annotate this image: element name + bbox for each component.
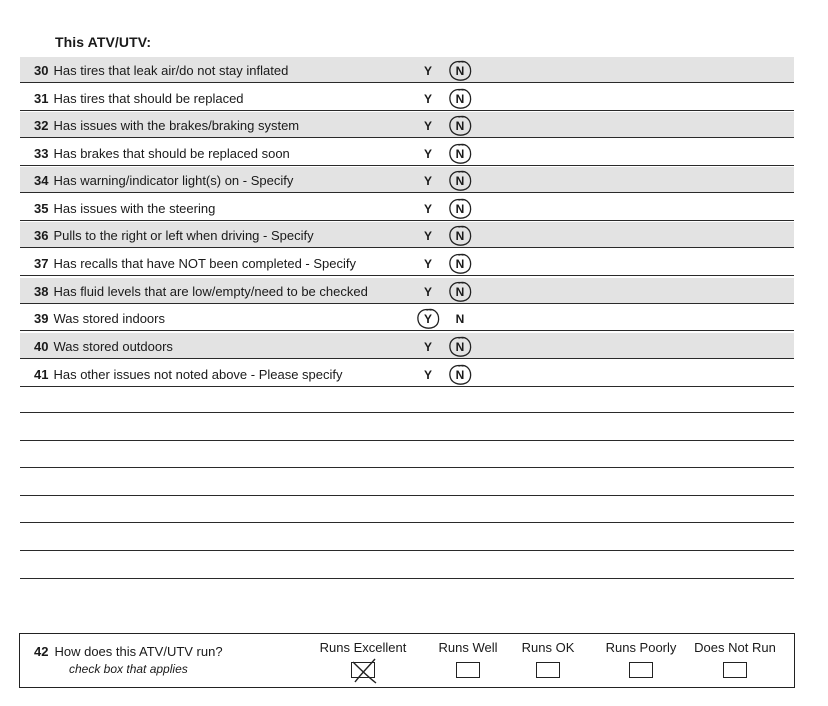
question-number: 30	[34, 63, 49, 78]
question-number: 38	[34, 284, 49, 299]
run-question-hint: check box that applies	[69, 662, 188, 676]
yes-option[interactable]: Y	[423, 229, 432, 243]
question-row	[20, 222, 794, 248]
question-text: Has warning/indicator light(s) on - Specify	[53, 173, 294, 188]
question-number: 32	[34, 118, 49, 133]
no-circled-mark	[447, 224, 473, 248]
question-number: 40	[34, 339, 49, 354]
question-label	[34, 118, 299, 133]
run-option-label: Runs Excellent	[319, 640, 407, 655]
run-question-number: 42	[34, 644, 49, 659]
no-circled-mark	[447, 363, 473, 387]
question-text: Has issues with the steering	[53, 201, 216, 216]
question-label	[34, 311, 165, 326]
run-question-text: How does this ATV/UTV run?	[54, 644, 223, 659]
yes-option[interactable]: Y	[423, 368, 432, 382]
run-condition-box	[19, 633, 795, 688]
question-text: Has tires that leak air/do not stay inflated	[53, 63, 289, 78]
question-number: 37	[34, 256, 49, 271]
no-option[interactable]: N	[455, 312, 465, 326]
yes-option[interactable]: Y	[423, 202, 432, 216]
blank-line	[20, 412, 794, 413]
question-row	[20, 57, 794, 83]
run-option-checkbox[interactable]	[629, 662, 653, 678]
question-text: Has fluid levels that are low/empty/need to be checked	[53, 284, 368, 299]
question-row	[20, 333, 794, 359]
question-label	[34, 173, 293, 188]
no-option[interactable]: N	[455, 147, 465, 161]
no-option[interactable]: N	[455, 64, 465, 78]
no-option[interactable]: N	[455, 229, 465, 243]
question-text: Pulls to the right or left when driving - Specify	[53, 228, 314, 243]
question-label	[34, 284, 368, 299]
no-option[interactable]: N	[455, 92, 465, 106]
yes-option[interactable]: Y	[423, 285, 432, 299]
run-option-checkbox[interactable]	[723, 662, 747, 678]
no-circled-mark	[447, 252, 473, 276]
question-label	[34, 146, 290, 161]
run-question	[34, 644, 223, 659]
no-circled-mark	[447, 280, 473, 304]
blank-line	[20, 578, 794, 579]
no-option[interactable]: N	[455, 285, 465, 299]
question-number: 34	[34, 173, 49, 188]
question-label	[34, 367, 343, 382]
yes-option[interactable]: Y	[423, 64, 432, 78]
blank-line	[20, 550, 794, 551]
run-option-label: Does Not Run	[694, 640, 776, 655]
question-number: 41	[34, 367, 49, 382]
blank-line	[20, 440, 794, 441]
question-text: Has brakes that should be replaced soon	[53, 146, 290, 161]
question-number: 31	[34, 91, 49, 106]
section-title: This ATV/UTV:	[55, 34, 152, 50]
no-circled-mark	[447, 197, 473, 221]
question-row	[20, 278, 794, 304]
no-option[interactable]: N	[455, 119, 465, 133]
question-number: 36	[34, 228, 49, 243]
no-option[interactable]: N	[455, 368, 465, 382]
no-option[interactable]: N	[455, 340, 465, 354]
question-text: Has other issues not noted above - Please specify	[53, 367, 343, 382]
question-text: Has tires that should be replaced	[53, 91, 244, 106]
yes-circled-mark	[415, 307, 441, 331]
question-text: Was stored outdoors	[53, 339, 173, 354]
yes-option[interactable]: Y	[423, 340, 432, 354]
question-label	[34, 201, 215, 216]
run-option-label: Runs Poorly	[605, 640, 677, 655]
run-option-label: Runs Well	[438, 640, 498, 655]
question-row	[20, 195, 794, 221]
yes-option[interactable]: Y	[423, 257, 432, 271]
question-row	[20, 85, 794, 111]
yes-option[interactable]: Y	[423, 92, 432, 106]
yes-option[interactable]: Y	[423, 174, 432, 188]
no-circled-mark	[447, 169, 473, 193]
yes-option[interactable]: Y	[423, 312, 432, 326]
question-text: Has recalls that have NOT been completed - Specify	[53, 256, 356, 271]
question-label	[34, 228, 314, 243]
yes-option[interactable]: Y	[423, 147, 432, 161]
question-number: 33	[34, 146, 49, 161]
no-option[interactable]: N	[455, 174, 465, 188]
question-number: 35	[34, 201, 49, 216]
run-option-checkbox[interactable]	[536, 662, 560, 678]
question-row	[20, 140, 794, 166]
blank-line	[20, 467, 794, 468]
question-row	[20, 112, 794, 138]
yes-option[interactable]: Y	[423, 119, 432, 133]
question-label	[34, 339, 173, 354]
question-label	[34, 91, 244, 106]
question-row	[20, 250, 794, 276]
question-row	[20, 361, 794, 387]
question-text: Was stored indoors	[53, 311, 165, 326]
no-circled-mark	[447, 114, 473, 138]
question-text: Has issues with the brakes/braking system	[53, 118, 300, 133]
question-row	[20, 305, 794, 331]
no-circled-mark	[447, 335, 473, 359]
question-row	[20, 167, 794, 193]
question-number: 39	[34, 311, 49, 326]
run-option-checkbox[interactable]	[456, 662, 480, 678]
check-x-icon	[349, 656, 381, 684]
no-circled-mark	[447, 87, 473, 111]
blank-line	[20, 522, 794, 523]
blank-line	[20, 495, 794, 496]
no-option[interactable]: N	[455, 202, 465, 216]
no-circled-mark	[447, 59, 473, 83]
question-label	[34, 63, 288, 78]
run-option-label: Runs OK	[521, 640, 575, 655]
run-option-checkbox[interactable]	[351, 662, 375, 678]
no-circled-mark	[447, 142, 473, 166]
no-option[interactable]: N	[455, 257, 465, 271]
question-label	[34, 256, 356, 271]
